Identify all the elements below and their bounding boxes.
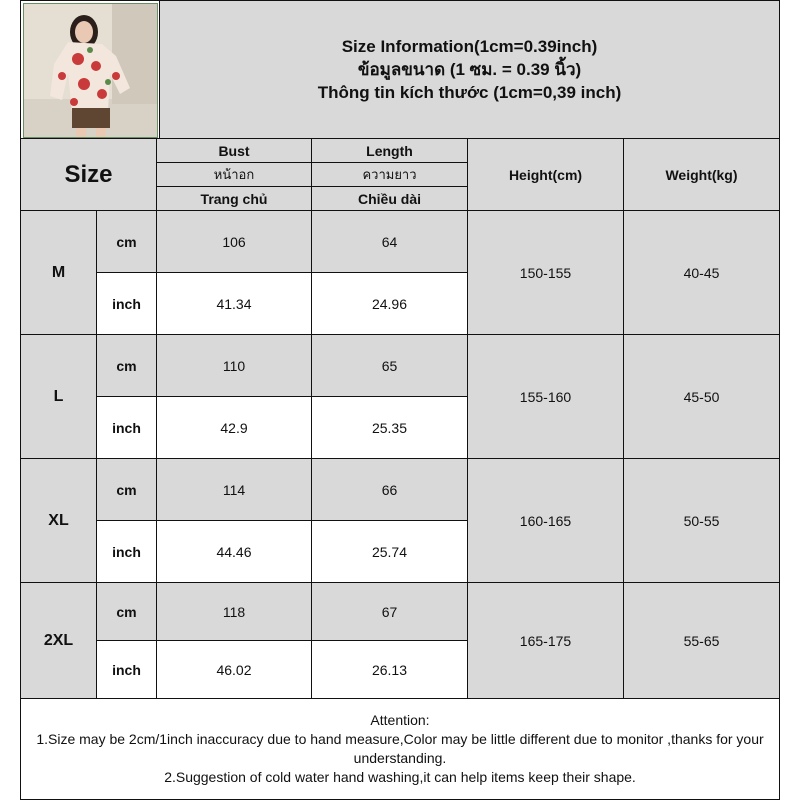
bust-inch-value: 46.02	[156, 640, 312, 699]
unit-inch: inch	[96, 520, 157, 583]
bust-cm-value: 114	[156, 458, 312, 521]
length-inch-value: 26.13	[311, 640, 468, 699]
size-chart	[20, 0, 780, 800]
title-thai: ข้อมูลขนาด (1 ซม. = 0.39 นิ้ว)	[357, 60, 582, 79]
length-cm-value: 66	[311, 458, 468, 521]
title-vietnamese: Thông tin kích thước (1cm=0,39 inch)	[317, 83, 622, 102]
attention-title: Attention:	[370, 712, 430, 728]
photo-cell	[20, 0, 160, 139]
size-row-l: L	[20, 334, 97, 459]
size-row-2xl: 2XL	[20, 582, 97, 699]
unit-inch: inch	[96, 396, 157, 459]
bust-inch-value: 42.9	[156, 396, 312, 459]
bust-cm-value: 106	[156, 210, 312, 273]
length-inch-value: 24.96	[311, 272, 468, 335]
weight-value: 40-45	[623, 210, 780, 335]
height-value: 150-155	[467, 210, 624, 335]
unit-cm: cm	[96, 582, 157, 641]
bust-inch-value: 44.46	[156, 520, 312, 583]
height-value: 165-175	[467, 582, 624, 699]
length-inch-value: 25.74	[311, 520, 468, 583]
weight-value: 55-65	[623, 582, 780, 699]
length-inch-value: 25.35	[311, 396, 468, 459]
weight-value: 45-50	[623, 334, 780, 459]
weight-value: 50-55	[623, 458, 780, 583]
size-row-xl: XL	[20, 458, 97, 583]
size-info-header	[159, 0, 780, 139]
height-value: 155-160	[467, 334, 624, 459]
height-value: 160-165	[467, 458, 624, 583]
unit-cm: cm	[96, 458, 157, 521]
bust-cm-value: 110	[156, 334, 312, 397]
weight-column-header: Weight(kg)	[623, 138, 780, 211]
attention-line-2: 2.Suggestion of cold water hand washing,it can help items keep their shape.	[164, 769, 636, 785]
model-photo-icon	[23, 3, 158, 138]
length-header-th: ความยาว	[311, 162, 468, 187]
length-cm-value: 64	[311, 210, 468, 273]
attention-line-1: 1.Size may be 2cm/1inch inaccuracy due to hand measure,Color may be little different due to monitor ,thanks for your understanding.	[36, 731, 764, 766]
title-english: Size Information(1cm=0.39inch)	[341, 37, 598, 56]
length-cm-value: 67	[311, 582, 468, 641]
size-column-header	[20, 138, 157, 211]
bust-header-vi: Trang chủ	[156, 186, 312, 211]
attention-notes	[20, 698, 780, 800]
unit-cm: cm	[96, 210, 157, 273]
bust-inch-value: 41.34	[156, 272, 312, 335]
length-header-en: Length	[311, 138, 468, 163]
unit-inch: inch	[96, 640, 157, 699]
length-header-vi: Chiều dài	[311, 186, 468, 211]
length-cm-value: 65	[311, 334, 468, 397]
unit-inch: inch	[96, 272, 157, 335]
height-column-header: Height(cm)	[467, 138, 624, 211]
size-label: Size	[64, 160, 113, 188]
bust-cm-value: 118	[156, 582, 312, 641]
unit-cm: cm	[96, 334, 157, 397]
size-row-m: M	[20, 210, 97, 335]
bust-header-en: Bust	[156, 138, 312, 163]
bust-header-th: หน้าอก	[156, 162, 312, 187]
